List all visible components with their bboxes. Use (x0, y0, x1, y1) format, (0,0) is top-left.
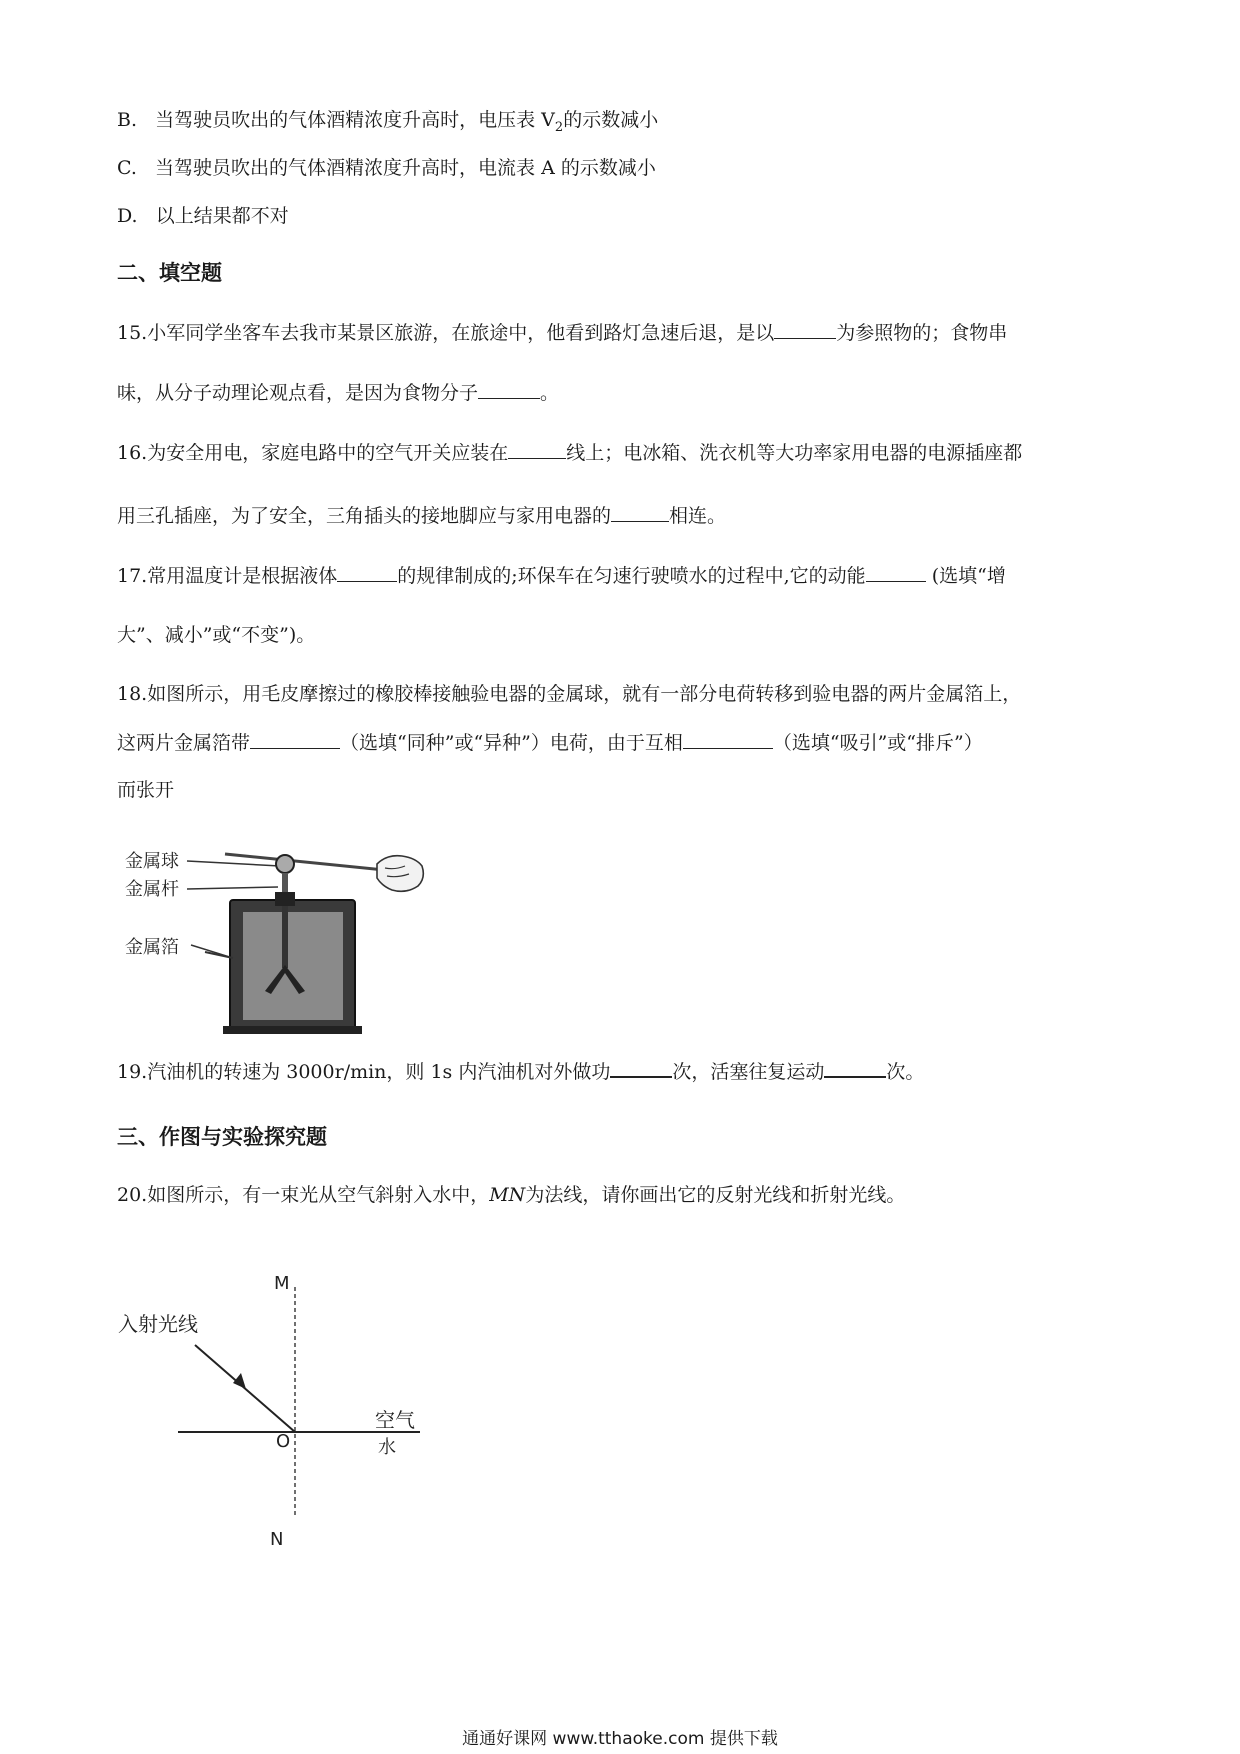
q19-text-c: 次。 (886, 1061, 925, 1083)
rubber-rod (225, 854, 385, 870)
q16-text-2a: 用三孔插座，为了安全，三角插头的接地脚应与家用电器的 (117, 505, 612, 527)
electroscope-window (243, 912, 343, 1020)
label-metal-foil: 金属箔 (125, 937, 179, 958)
option-d-prefix: D. (117, 205, 138, 227)
q18-text-2a: 这两片金属箔带 (117, 732, 251, 754)
label-incident-ray: 入射光线 (118, 1312, 198, 1336)
q18-text-1: 18.如图所示，用毛皮摩擦过的橡胶棒接触验电器的金属球，就有一部分电荷转移到验电器的两片金属箔上， (117, 683, 1022, 705)
q17-text-2: 大”、减小”或“不变”)。 (117, 624, 316, 646)
q20-text-b: 为法线，请你画出它的反射光线和折射光线。 (525, 1184, 906, 1206)
q18-text-3: 而张开 (117, 779, 175, 801)
q19-line (117, 1058, 924, 1084)
q15-text-2b: 。 (540, 382, 560, 404)
label-metal-rod: 金属杆 (125, 879, 179, 900)
answer-blank (478, 380, 540, 399)
label-o: O (276, 1431, 291, 1452)
q18-text-2b: （选填“同种”或“异种”）电荷，由于互相 (340, 732, 683, 754)
q16-text-1b: 线上；电冰箱、洗衣机等大功率家用电器的电源插座都 (566, 442, 1023, 464)
q16-line-2 (117, 503, 726, 528)
q17-line-1 (117, 563, 1006, 588)
q16-text-2b: 相连。 (669, 505, 727, 527)
q15-text-2a: 味，从分子动理论观点看，是因为食物分子 (117, 382, 479, 404)
metal-rod-inner (282, 906, 288, 968)
answer-blank (337, 563, 397, 582)
q20-text-a: 20.如图所示，有一束光从空气斜射入水中， (117, 1184, 490, 1206)
label-water: 水 (378, 1437, 396, 1458)
option-d (117, 204, 289, 228)
label-metal-ball: 金属球 (125, 851, 179, 872)
side-line (205, 952, 233, 958)
electroscope-base (223, 1026, 362, 1034)
option-b-text-after: 的示数减小 (563, 109, 659, 131)
label-n: N (270, 1529, 284, 1550)
q16-text-1a: 16.为安全用电，家庭电路中的空气开关应装在 (117, 442, 509, 464)
arrow-icon (233, 1373, 246, 1389)
electroscope-stopper (275, 892, 295, 906)
answer-blank (866, 563, 926, 582)
section-2-title: 二、填空题 (117, 261, 222, 285)
hand-icon (377, 856, 423, 892)
page-footer: 通通好课网 www.tthaoke.com 提供下载 (462, 1729, 778, 1749)
label-air: 空气 (375, 1408, 415, 1432)
leader-ball (187, 861, 280, 866)
answer-blank (250, 730, 340, 749)
answer-blank (610, 1058, 672, 1078)
q19-text-b: 次，活塞往复运动 (672, 1061, 825, 1083)
q15-line-1 (117, 320, 1007, 345)
section-3-title: 三、作图与实验探究题 (117, 1125, 327, 1149)
q15-text-1a: 15.小军同学坐客车去我市某景区旅游，在旅途中，他看到路灯急速后退，是以 (117, 322, 775, 344)
q18-line-3 (117, 778, 174, 802)
option-d-text: 以上结果都不对 (155, 205, 289, 227)
q15-line-2 (117, 380, 559, 405)
option-b-text: 当驾驶员吹出的气体酒精浓度升高时，电压表 V (155, 109, 555, 131)
q17-text-1a: 17.常用温度计是根据液体 (117, 565, 338, 587)
q18-text-2c: （选填“吸引”或“排斥”） (772, 732, 983, 754)
answer-blank (824, 1058, 886, 1078)
q15-text-1b: 为参照物的；食物串 (836, 322, 1008, 344)
answer-blank (611, 503, 669, 522)
option-c-prefix: C. (117, 157, 137, 179)
q18-line-2 (117, 730, 983, 755)
q19-text-a: 19.汽油机的转速为 3000r/min，则 1s 内汽油机对外做功 (117, 1061, 611, 1083)
option-b-sub: 2 (554, 119, 564, 135)
leader-rod (187, 887, 278, 889)
answer-blank (774, 320, 836, 339)
answer-blank (508, 440, 566, 459)
q20-line (117, 1183, 905, 1207)
answer-blank (683, 730, 773, 749)
q18-line-1 (117, 682, 1021, 706)
q20-mn: MN (489, 1184, 526, 1206)
electroscope-figure (115, 840, 425, 1035)
option-b (117, 108, 658, 140)
q16-line-1 (117, 440, 1022, 465)
label-m: M (274, 1273, 290, 1294)
option-c (117, 156, 656, 180)
option-b-prefix: B. (117, 109, 138, 131)
q17-text-1c: (选填“增 (931, 565, 1006, 587)
refraction-figure (110, 1265, 430, 1565)
metal-ball-icon (276, 855, 294, 873)
option-c-text: 当驾驶员吹出的气体酒精浓度升高时，电流表 A 的示数减小 (155, 157, 656, 179)
q17-text-1b: 的规律制成的;环保车在匀速行驶喷水的过程中,它的动能 (397, 565, 866, 587)
q17-line-2 (117, 623, 315, 647)
